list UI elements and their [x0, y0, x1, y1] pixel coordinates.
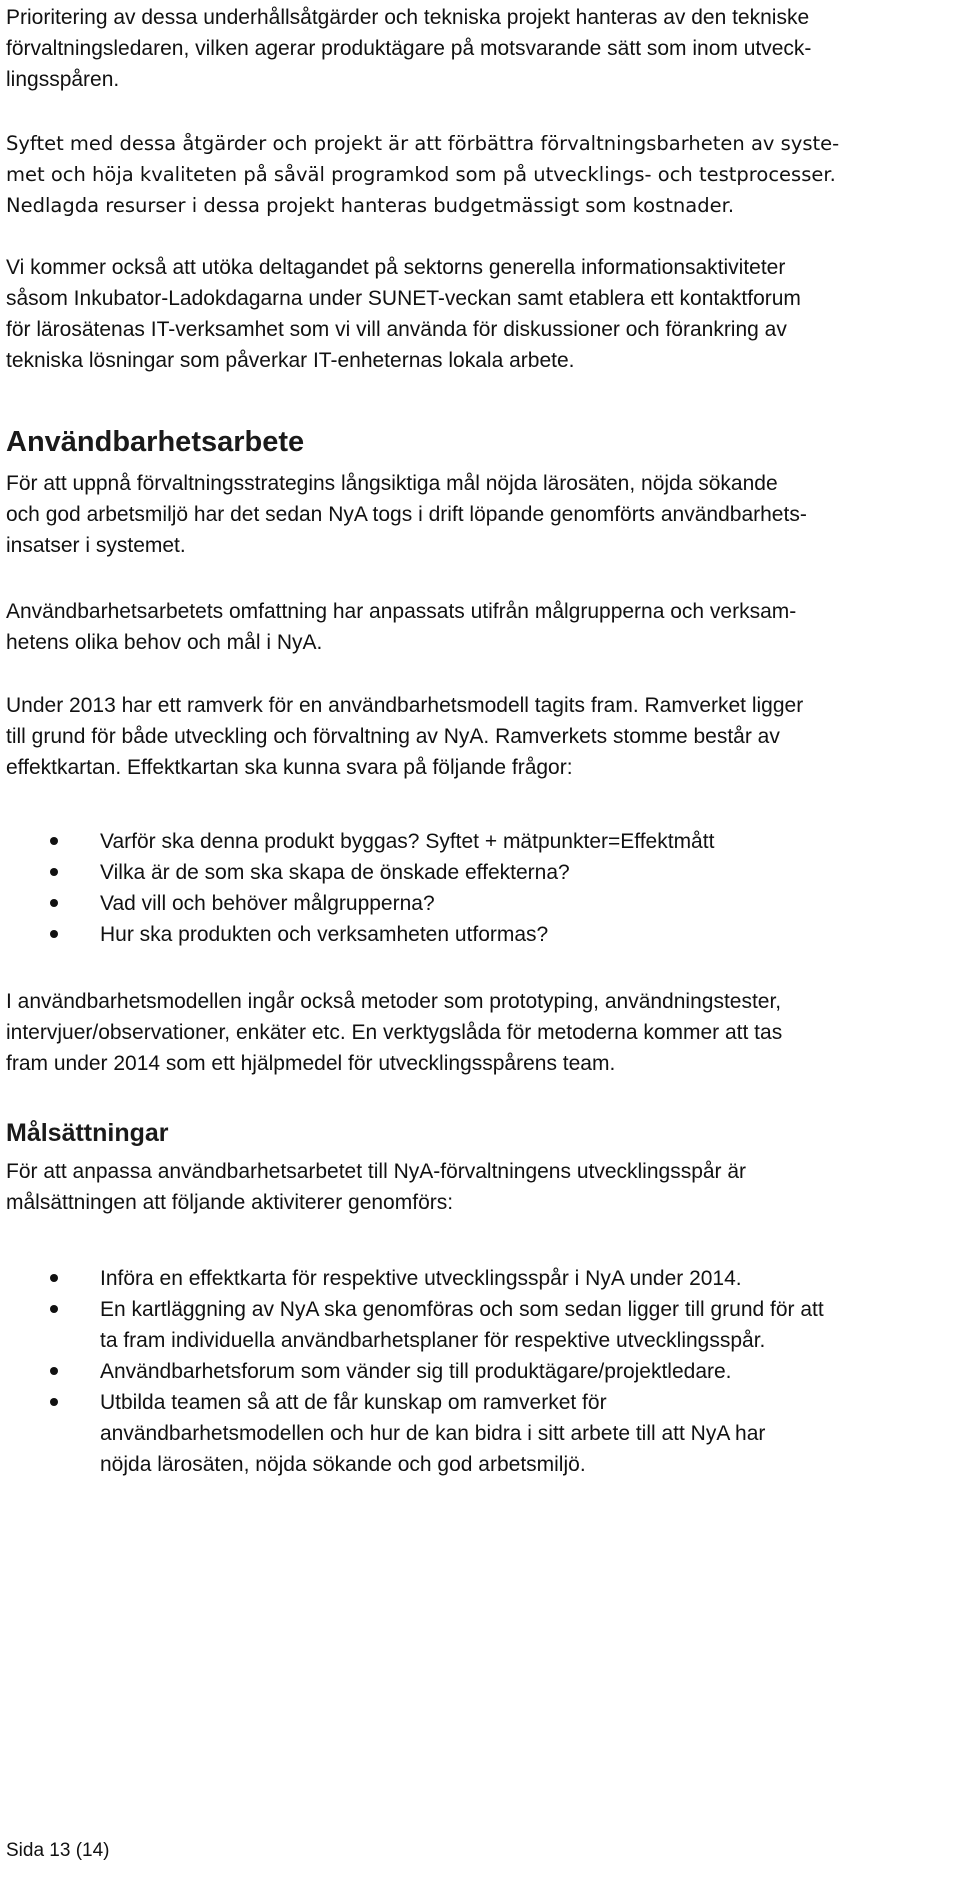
list-item-text: ta fram individuella användbarhetsplaner för respektive utvecklingsspår. — [100, 1329, 766, 1352]
paragraph-prioritering — [6, 2, 926, 95]
bullet-icon — [50, 1398, 58, 1406]
list-item — [0, 919, 714, 950]
list-item-text: Utbilda teamen så att de får kunskap om ramverket för — [100, 1391, 607, 1414]
text-line: effektkartan. Effektkartan ska kunna svara på följande frågor: — [6, 756, 573, 779]
bullet-icon — [50, 899, 58, 907]
text-line: fram under 2014 som ett hjälpmedel för utvecklingsspårens team. — [6, 1052, 616, 1075]
paragraph-metoder — [6, 986, 926, 1079]
bullet-icon — [50, 837, 58, 845]
bullet-icon — [50, 868, 58, 876]
text-line: Användbarhetsarbetets omfattning har anpassats utifrån målgrupperna och verksam- — [6, 600, 797, 623]
bullet-icon — [50, 930, 58, 938]
list-item-text: Hur ska produkten och verksamheten utformas? — [100, 923, 549, 946]
page-number: Sida 13 (14) — [6, 1840, 110, 1861]
paragraph-ramverk — [6, 690, 926, 783]
text-line: för lärosätenas IT-verksamhet som vi vill använda för diskussioner och förankring av — [6, 318, 787, 341]
bullet-icon — [50, 1274, 58, 1282]
list-item-text: En kartläggning av NyA ska genomföras och som sedan ligger till grund för att — [100, 1298, 824, 1321]
text-line: och god arbetsmiljö har det sedan NyA togs i drift löpande genomförts användbarhets- — [6, 503, 807, 526]
list-item-text: Införa en effektkarta för respektive utvecklingsspår i NyA under 2014. — [100, 1267, 742, 1290]
text-line: tekniska lösningar som påverkar IT-enheternas lokala arbete. — [6, 349, 575, 372]
text-line: såsom Inkubator-Ladokdagarna under SUNET-veckan samt etablera ett kontaktforum — [6, 287, 801, 310]
list-item-text: Vad vill och behöver målgrupperna? — [100, 892, 435, 915]
text-line: met och höja kvaliteten på såväl programkod som på utvecklings- och testprocesser. — [6, 163, 836, 186]
list-item-text: Användbarhetsforum som vänder sig till produktägare/projektledare. — [100, 1360, 732, 1383]
paragraph-uppna — [6, 468, 926, 561]
text-line: Prioritering av dessa underhållsåtgärder och tekniska projekt hanteras av den tekniske — [6, 6, 810, 29]
text-line: målsättningen att följande aktiviterer genomförs: — [6, 1191, 454, 1214]
heading-malsattningar: Målsättningar — [6, 1119, 169, 1147]
text-line: förvaltningsledaren, vilken agerar produktägare på motsvarande sätt som inom utveck- — [6, 37, 812, 60]
bullet-icon — [50, 1367, 58, 1375]
text-line: Nedlagda resurser i dessa projekt hanteras budgetmässigt som kostnader. — [6, 194, 735, 217]
text-line: till grund för både utveckling och förvaltning av NyA. Ramverkets stomme består av — [6, 725, 780, 748]
text-line: lingsspåren. — [6, 68, 120, 91]
text-line: För att uppnå förvaltningsstrategins långsiktiga mål nöjda lärosäten, nöjda sökande — [6, 472, 778, 495]
list-item-text: användbarhetsmodellen och hur de kan bidra i sitt arbete till att NyA har — [100, 1422, 766, 1445]
list-item-text: Varför ska denna produkt byggas? Syftet + mätpunkter=Effektmått — [100, 830, 715, 853]
goals-list — [0, 1263, 824, 1480]
list-item — [0, 1387, 824, 1480]
text-line: Vi kommer också att utöka deltagandet på sektorns generella informationsaktiviteter — [6, 256, 786, 279]
list-item — [0, 888, 714, 919]
paragraph-anpassa — [6, 1156, 926, 1218]
text-line: intervjuer/observationer, enkäter etc. En verktygslåda för metoderna kommer att tas — [6, 1021, 783, 1044]
effektkarta-question-list — [0, 826, 714, 950]
text-line: hetens olika behov och mål i NyA. — [6, 631, 323, 654]
text-line: I användbarhetsmodellen ingår också metoder som prototyping, användningstester, — [6, 990, 782, 1013]
text-line: Under 2013 har ett ramverk för en användbarhetsmodell tagits fram. Ramverket ligger — [6, 694, 804, 717]
paragraph-syftet — [6, 128, 926, 221]
list-item — [0, 857, 714, 888]
paragraph-omfattning — [6, 596, 926, 658]
list-item-text: Vilka är de som ska skapa de önskade effekterna? — [100, 861, 570, 884]
text-line: För att anpassa användbarhetsarbetet till NyA-förvaltningens utvecklingsspår är — [6, 1160, 747, 1183]
list-item — [0, 1294, 824, 1356]
list-item-text: nöjda lärosäten, nöjda sökande och god arbetsmiljö. — [100, 1453, 586, 1476]
bullet-icon — [50, 1305, 58, 1313]
list-item — [0, 1356, 824, 1387]
list-item — [0, 1263, 824, 1294]
list-item — [0, 826, 714, 857]
text-line: Syftet med dessa åtgärder och projekt är att förbättra förvaltningsbarheten av syste- — [6, 132, 840, 155]
paragraph-deltagande — [6, 252, 926, 376]
text-line: insatser i systemet. — [6, 534, 186, 557]
heading-anvandbarhetsarbete: Användbarhetsarbete — [6, 426, 305, 458]
